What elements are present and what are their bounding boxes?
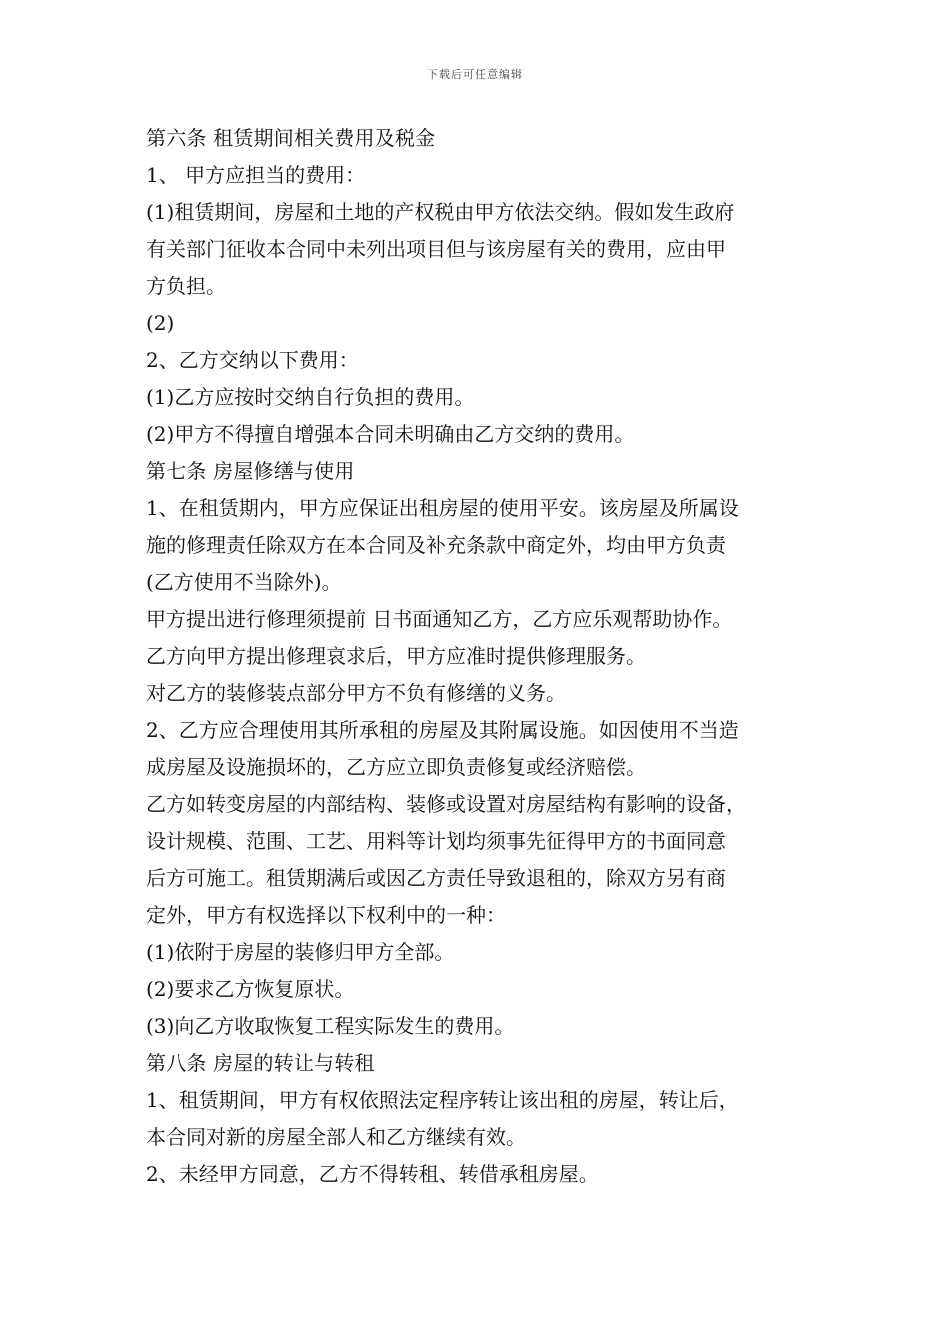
paragraph-line: 本合同对新的房屋全部人和乙方继续有效。 xyxy=(146,1125,526,1149)
paragraph-line: 后方可施工。租赁期满后或因乙方责任导致退租的，除双方另有商 xyxy=(146,866,726,890)
paragraph-line: 施的修理责任除双方在本合同及补充条款中商定外，均由甲方负责 xyxy=(146,533,726,557)
paragraph-line: 甲方提出进行修理须提前 日书面通知乙方，乙方应乐观帮助协作。 xyxy=(146,607,733,631)
paragraph-line: (1)依附于房屋的装修归甲方全部。 xyxy=(146,940,455,964)
paragraph-line: 对乙方的装修装点部分甲方不负有修缮的义务。 xyxy=(146,681,566,705)
paragraph-line: 定外，甲方有权选择以下权利中的一种： xyxy=(146,903,506,927)
article-8-heading: 第八条 房屋的转让与转租 xyxy=(146,1051,375,1075)
paragraph-line: (3)向乙方收取恢复工程实际发生的费用。 xyxy=(146,1014,515,1038)
paragraph-line: 方负担。 xyxy=(146,274,226,298)
paragraph-line: 2、乙方应合理使用其所承租的房屋及其附属设施。如因使用不当造 xyxy=(146,718,739,742)
document-body xyxy=(146,120,810,1193)
paragraph-line: 设计规模、范围、工艺、用料等计划均须事先征得甲方的书面同意 xyxy=(146,829,726,853)
paragraph-line: (乙方使用不当除外)。 xyxy=(146,570,342,594)
article-7-heading: 第七条 房屋修缮与使用 xyxy=(146,459,355,483)
paragraph-line: 乙方向甲方提出修理哀求后，甲方应准时提供修理服务。 xyxy=(146,644,646,668)
paragraph-line: 成房屋及设施损坏的，乙方应立即负责修复或经济赔偿。 xyxy=(146,755,646,779)
paragraph-line: (2) xyxy=(146,311,175,335)
paragraph-line: (2)甲方不得擅自增强本合同未明确由乙方交纳的费用。 xyxy=(146,422,635,446)
paragraph-line: 有关部门征收本合同中未列出项目但与该房屋有关的费用，应由甲 xyxy=(146,237,726,261)
paragraph-line: (1)租赁期间，房屋和土地的产权税由甲方依法交纳。假如发生政府 xyxy=(146,200,735,224)
paragraph-line: 2、乙方交纳以下费用： xyxy=(146,348,359,372)
article-6-heading: 第六条 租赁期间相关费用及税金 xyxy=(146,126,436,150)
paragraph-line: 1、租赁期间，甲方有权依照法定程序转让该出租的房屋，转让后， xyxy=(146,1088,739,1112)
paragraph-line: 2、未经甲方同意，乙方不得转租、转借承租房屋。 xyxy=(146,1162,599,1186)
paragraph-line: (2)要求乙方恢复原状。 xyxy=(146,977,355,1001)
paragraph-line: 乙方如转变房屋的内部结构、装修或设置对房屋结构有影响的设备， xyxy=(146,792,746,816)
paragraph-line: (1)乙方应按时交纳自行负担的费用。 xyxy=(146,385,475,409)
paragraph-line: 1、 甲方应担当的费用： xyxy=(146,163,366,187)
paragraph-line: 1、在租赁期内，甲方应保证出租房屋的使用平安。该房屋及所属设 xyxy=(146,496,739,520)
header-note: 下载后可任意编辑 xyxy=(427,68,523,81)
